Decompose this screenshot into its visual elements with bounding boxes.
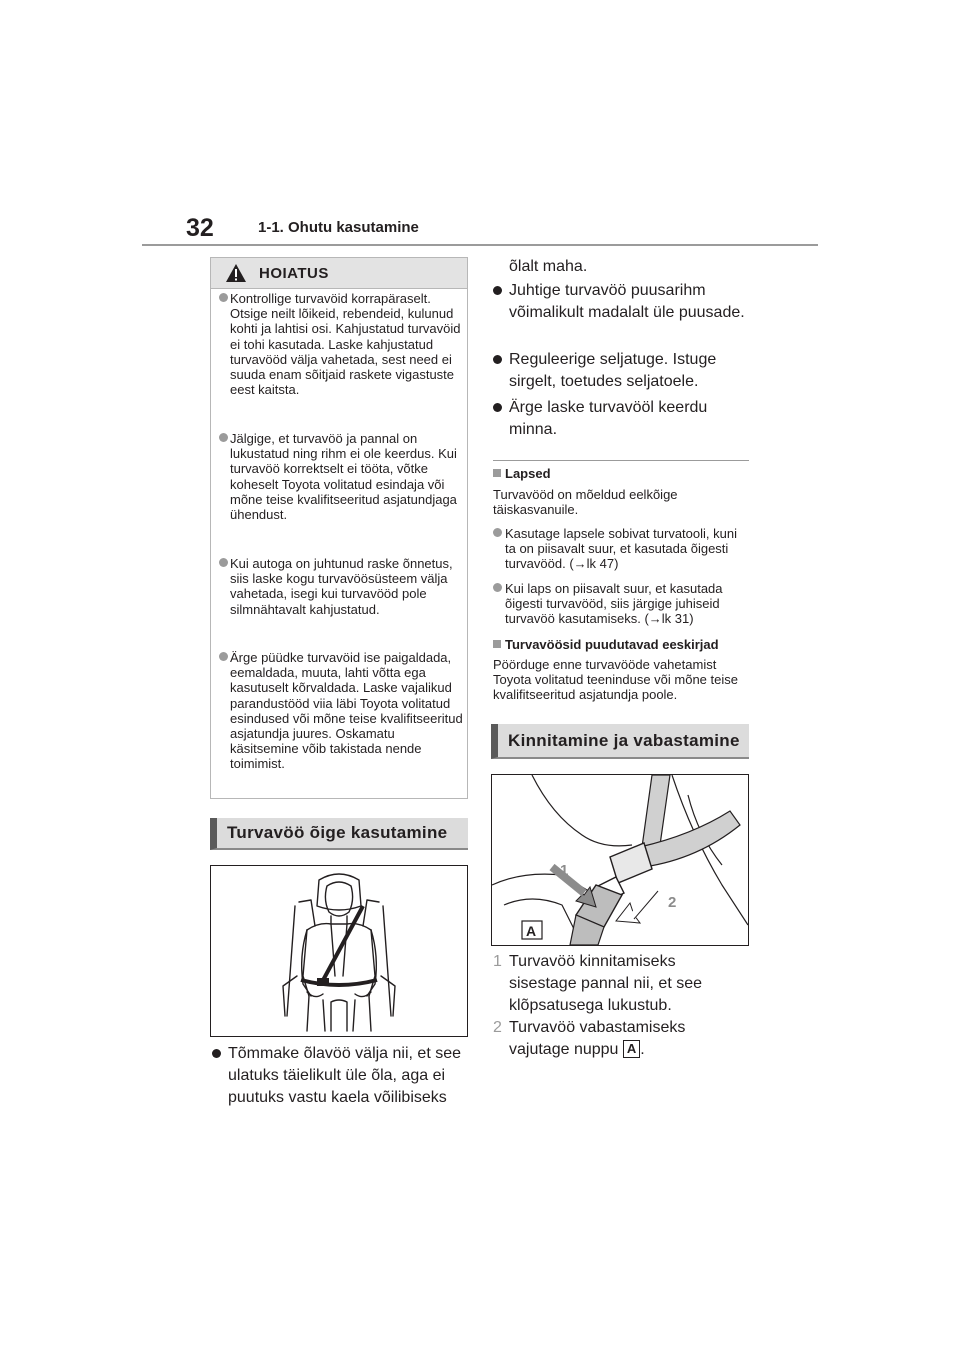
figure-label-button: A — [526, 923, 537, 939]
subsection-divider — [493, 460, 749, 461]
bullet-icon — [493, 355, 502, 364]
warning-triangle-icon — [225, 263, 247, 283]
section-heading-correct-use: Turvavöö õige kasutamine — [210, 818, 468, 850]
warning-title: HOIATUS — [259, 265, 329, 282]
children-intro: Turvavööd on mõeldud eelkõige täiskasvanuile. — [493, 487, 678, 517]
bullet-icon — [493, 583, 502, 592]
bullet-icon — [219, 652, 228, 661]
bullet-icon — [212, 1049, 221, 1058]
figure-label-step1: 1 — [560, 862, 569, 879]
children-item: Kui laps on piisavalt suur, et kasutada õigesti turvavööd, siis järgige juhiseid turvavöö kasutamiseks. (→lk 31) — [493, 581, 749, 626]
bullet-icon — [219, 293, 228, 302]
bullet-icon — [219, 558, 228, 567]
regulations-title: Turvavöösid puudutavad eeskirjad — [493, 637, 749, 652]
warning-item: Kontrollige turvavöid korrapäraselt. Otsige neilt lõikeid, rebendeid, kulunud kohti ja lahtisi osi. Kahjustatud turvavöid ei tohi kasutada. Laske kahjustatud turvavööd välja vahetada, sest need ei suuda enam sõitjaid raskete vigastuste eest kaitsta. — [219, 291, 463, 397]
bullet-icon — [493, 286, 502, 295]
warning-header — [211, 258, 467, 289]
step-text: Turvavöö kinnitamiseks sisestage pannal nii, et see klõpsatusega lukustub. — [509, 953, 703, 1014]
page-number: 32 — [186, 214, 214, 242]
bullet-lap-belt: Juhtige turvavöö puusarihm võimalikult madalalt üle puusade. — [493, 280, 749, 324]
seated-person-illustration — [210, 865, 468, 1037]
warning-item: Jälgige, et turvavöö ja pannal on lukustatud ning rihm ei ole keerdus. Kui turvavöö korrektselt ei tööta, võtke koheselt Toyota volitatud esindaja või mõne teise kvalifitseeritud asjatundjaga ühendust. — [219, 431, 463, 522]
warning-box — [210, 257, 468, 799]
header-divider — [142, 244, 818, 246]
section-title: 1-1. Ohutu kasutamine — [258, 219, 419, 236]
children-title: Lapsed — [493, 466, 749, 481]
bullet-seatback: Reguleerige seljatuge. Istuge sirgelt, toetudes seljatoele. — [493, 349, 749, 393]
square-bullet-icon — [493, 640, 501, 648]
warning-item: Kui autoga on juhtunud raske õnnetus, siis laske kogu turvavöösüsteem välja vahetada, isegi kui turvavööd pole silmnähtavalt kahjustatud. — [219, 556, 463, 617]
square-bullet-icon — [493, 469, 501, 477]
bullet-icon — [219, 433, 228, 442]
section-heading-fastening: Kinnitamine ja vabastamine — [491, 724, 749, 759]
step-number: 2 — [493, 1019, 502, 1036]
seated-person-drawing — [211, 866, 467, 1036]
bullet-pull-shoulder-belt: Tõmmake õlavöö välja nii, et see ulatuks täielikult üle õla, aga ei puutuks vastu kaela võilibiseks — [212, 1043, 468, 1109]
button-a-key: A — [623, 1040, 640, 1058]
step-text: Turvavöö vabastamiseks vajutage nuppu A . — [509, 1019, 686, 1058]
warning-item: Ärge püüdke turvavöid ise paigaldada, eemaldada, muuta, lahti võtta ega kasutuselt kõrvaldada. Laske vajalikud parandustööd viia läbi Toyota volitatud esindused või mõne teise kvalifitseeritud asjatundja juures. Oskamatu käsitsemine võib takistada nende toimimist. — [219, 650, 463, 772]
children-item: Kasutage lapsele sobivat turvatooli, kuni ta on piisavalt suur, et kasutada õigesti turvavööd. (→lk 47) — [493, 526, 749, 571]
bullet-icon — [493, 403, 502, 412]
bullet-icon — [493, 528, 502, 537]
step-2 — [493, 1017, 749, 1061]
figure-label-step2: 2 — [668, 894, 677, 911]
bullet-no-twist: Ärge laske turvavööl keerdu minna. — [493, 397, 749, 441]
regulations-text: Pöörduge enne turvavööde vahetamist Toyota volitatud teeninduse või mõne teise kvalifitseeritud asjatundja poole. — [493, 657, 738, 702]
step-1 — [493, 951, 749, 1017]
bullet-continuation: õlalt maha. — [509, 258, 588, 275]
step-number: 1 — [493, 953, 502, 970]
buckle-drawing — [492, 775, 748, 945]
buckle-illustration — [491, 774, 749, 946]
